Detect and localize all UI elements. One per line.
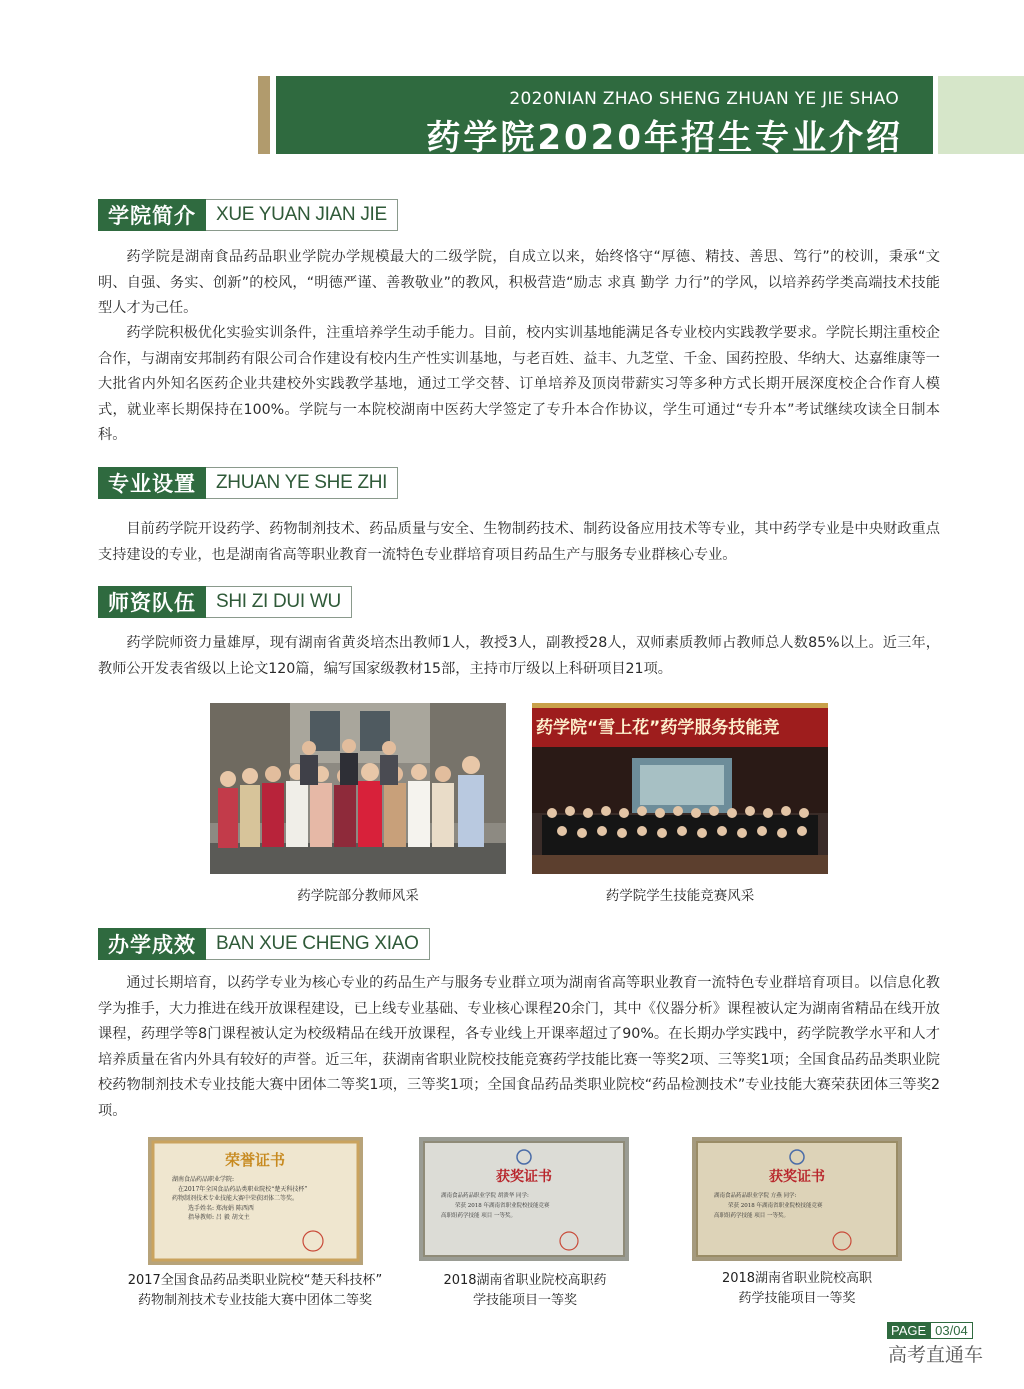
page-label: PAGE — [887, 1322, 930, 1339]
certificate-caption-1 — [100, 1271, 410, 1311]
certificate-text-line: 湖南食品药品职业学院 胡溃华 同学: — [441, 1193, 529, 1199]
header-banner — [276, 76, 933, 158]
page-indicator — [887, 1322, 973, 1339]
section-title-en: SHI ZI DUI WU — [206, 586, 352, 618]
contest-photo-caption: 药学院学生技能竞赛风采 — [605, 888, 755, 904]
certificate-text-line: 在2017年全国食品药品类职业院校“楚天科技杯” — [178, 1186, 308, 1193]
certificate-image-1 — [148, 1137, 363, 1265]
certificate-text-line: 高职组药学技能 项目 一等奖。 — [441, 1213, 516, 1219]
section-title-en: XUE YUAN JIAN JIE — [206, 199, 398, 231]
results-paragraph: 通过长期培育，以药学专业为核心专业的药品生产与服务专业群立项为湖南省高等职业教育一流特色专业群培育项目。以信息化教学为推手，大力推进在线开放课程建设，已上线专业基础、专业核心课程20余门，其中《仪器分析》课程被认定为湖南省精品在线开放课程，药理学等8门课程被认定为校级精品在线开放课程，各专业线上开课率超过了90%。在长期办学实践中，药学院教学水平和人才培养质量在省内外具有较好的声誉。近三年，获湖南省职业院校技能竞赛药学技能比赛一等奖2项、三等奖1项；全国食品药品类职业院校药物制剂技术专业技能大赛中团体二等奖1项，三等奖1项；全国食品药品类职业院校“药品检测技术”专业技能大赛荣获团体三等奖2项。 — [98, 975, 940, 1119]
certificate-caption-line: 药物制剂技术专业技能大赛中团体二等奖 — [137, 1293, 372, 1308]
certificate-heading: 获奖证书 — [769, 1169, 825, 1185]
certificate-heading: 获奖证书 — [496, 1169, 552, 1185]
certificate-caption-line: 学技能项目一等奖 — [472, 1293, 577, 1308]
certificate-text-line: 荣获 2018 年湖南省职业院校技能竞赛 — [728, 1203, 823, 1209]
certificate-caption-line: 2018湖南省职业院校高职 — [721, 1271, 873, 1286]
teachers-group-photo — [210, 703, 506, 874]
certificate-text-line: 荣获 2018 年湖南省职业院校技能竞赛 — [455, 1203, 550, 1209]
watermark-text: 高考直通车 — [888, 1344, 984, 1366]
section-title-cn: 专业设置 — [98, 467, 206, 499]
certificate-caption-3 — [692, 1269, 902, 1309]
intro-paragraph-1: 药学院是湖南食品药品职业学院办学规模最大的二级学院，自成立以来，始终恪守“厚德、精技、善思、笃行”的校训，秉承“文明、自强、务实、创新”的校风，“明德严谨、善教敬业”的教风，积极营造“励志 求真 勤学 力行”的学风，以培养药学类高端技术技能型人才为己任。 — [98, 249, 940, 316]
certificate-text-line: 湖南食品药品职业学院: — [172, 1176, 235, 1183]
certificate-text-line: 湖南食品药品职业学院 方燕 同学: — [714, 1193, 797, 1199]
header-light-block — [938, 76, 1024, 154]
section-heading-results — [98, 928, 430, 960]
page-title: 药学院2020年招生专业介绍 — [426, 118, 903, 158]
section-title-cn: 学院简介 — [98, 199, 206, 231]
intro-paragraph-2: 药学院积极优化实验实训条件，注重培养学生动手能力。目前，校内实训基地能满足各专业校内实践教学要求。学院长期注重校企合作，与湖南安邦制药有限公司合作建设有校内生产性实训基地，与老百姓、益丰、九芝堂、千金、国药控股、华纳大、达嘉维康等一大批省内外知名医药企业共建校外实践教学基地，通过工学交替、订单培养及顶岗带薪实习等多种方式长期开展深度校企合作育人模式，就业率长期保持在100%。学院与一本院校湖南中医药大学签定了专升本合作协议，学生可通过“专升本”考试继续攻读全日制本科。 — [98, 325, 940, 443]
faculty-paragraph: 药学院师资力量雄厚，现有湖南省黄炎培杰出教师1人，教授3人，副教授28人，双师素质教师占教师总人数85%以上。近三年，教师公开发表省级以上论文120篇，编写国家级教材15部，主持市厅级以上科研项目21项。 — [98, 635, 940, 677]
certificate-caption-line: 2017全国食品药品类职业院校“楚天科技杯” — [127, 1273, 383, 1288]
certificate-text-line: 药物制剂技术专业技能大赛中荣获团体二等奖。 — [172, 1195, 299, 1202]
section-title-cn: 师资队伍 — [98, 586, 206, 618]
section-title-en: BAN XUE CHENG XIAO — [206, 928, 430, 960]
certificate-text-line: 选手姓名: 郑海娟 陈西西 — [188, 1205, 254, 1212]
section-heading-faculty — [98, 586, 352, 618]
majors-paragraph: 目前药学院开设药学、药物制剂技术、药品质量与安全、生物制药技术、制药设备应用技术等专业，其中药学专业是中央财政重点支持建设的专业，也是湖南省高等职业教育一流特色专业群培育项目药品生产与服务专业群核心专业。 — [98, 521, 940, 563]
page-number: 03/04 — [930, 1322, 973, 1339]
contest-banner-text: 药学院“雪上花”药学服务技能竞 — [536, 718, 780, 738]
certificate-caption-2 — [420, 1271, 630, 1311]
header-gold-stripe — [258, 76, 270, 154]
section-title-en: ZHUAN YE SHE ZHI — [206, 467, 398, 499]
certificate-caption-line: 药学技能项目一等奖 — [738, 1291, 856, 1306]
teachers-photo-caption: 药学院部分教师风采 — [297, 888, 419, 904]
section-heading-intro — [98, 199, 398, 231]
certificate-image-2 — [419, 1137, 629, 1261]
section-title-cn: 办学成效 — [98, 928, 206, 960]
contest-group-photo — [532, 703, 828, 874]
section-heading-majors — [98, 467, 398, 499]
certificate-text-line: 高职组药学技能 项目 一等奖。 — [714, 1213, 789, 1219]
certificate-image-3 — [692, 1137, 902, 1261]
certificate-text-line: 指导教师: 吕 毅 胡文主 — [188, 1214, 250, 1221]
certificate-heading: 荣誉证书 — [224, 1151, 286, 1169]
certificate-caption-line: 2018湖南省职业院校高职药 — [443, 1273, 607, 1288]
header-subtitle: 2020NIAN ZHAO SHENG ZHUAN YE JIE SHAO — [509, 89, 899, 109]
